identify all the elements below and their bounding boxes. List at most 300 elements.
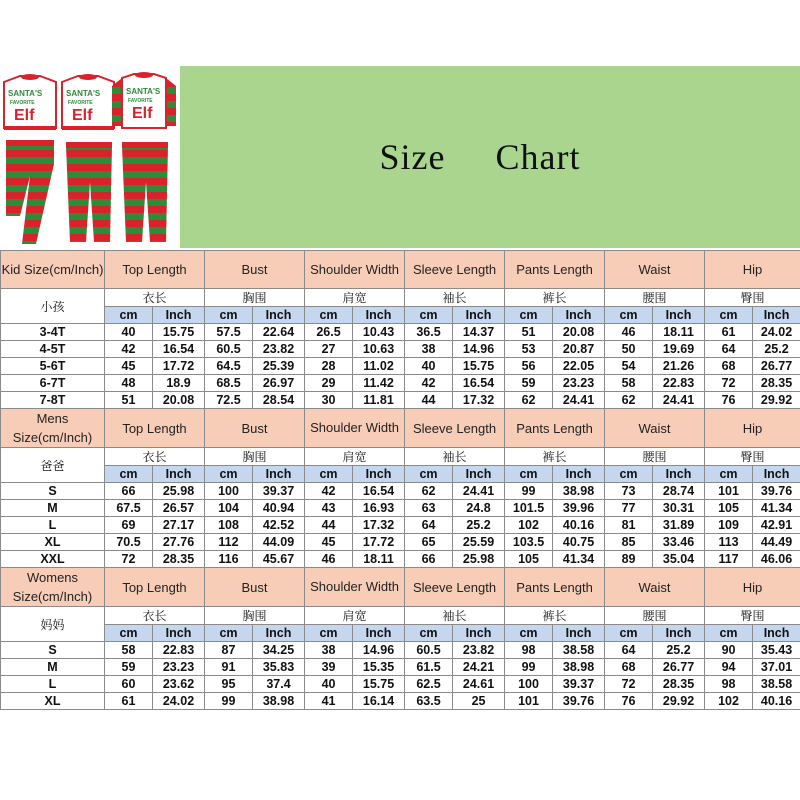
- measurement-cell: 30.31: [653, 500, 705, 517]
- measurement-cell: 113: [705, 534, 753, 551]
- shirt-print-text: [8, 87, 161, 124]
- measurement-cell: 20.87: [553, 341, 605, 358]
- column-header-cn: 袖长: [405, 289, 505, 307]
- measurement-cell: 40: [305, 676, 353, 693]
- measurement-cell: 72: [105, 551, 153, 568]
- title-banner: [180, 66, 800, 248]
- unit-inch: Inch: [153, 466, 205, 483]
- shirt-print-line-1: SANTA'S: [126, 87, 161, 96]
- measurement-cell: 24.8: [453, 500, 505, 517]
- measurement-cell: 28.54: [253, 392, 305, 409]
- measurement-cell: 28.35: [753, 375, 800, 392]
- measurement-cell: 108: [205, 517, 253, 534]
- column-header: Top Length: [105, 251, 205, 289]
- measurement-cell: 77: [605, 500, 653, 517]
- column-header: Top Length: [105, 568, 205, 607]
- measurement-cell: 64: [405, 517, 453, 534]
- unit-cm: cm: [405, 307, 453, 324]
- unit-cm: cm: [705, 307, 753, 324]
- measurement-cell: 61: [705, 324, 753, 341]
- size-label: XXL: [1, 551, 105, 568]
- measurement-cell: 109: [705, 517, 753, 534]
- column-header-cn: 衣长: [105, 448, 205, 466]
- column-header-cn: 裤长: [505, 607, 605, 625]
- measurement-cell: 64: [705, 341, 753, 358]
- measurement-cell: 22.83: [653, 375, 705, 392]
- unit-inch: Inch: [753, 466, 800, 483]
- unit-inch: Inch: [653, 625, 705, 642]
- column-header: Waist: [605, 409, 705, 448]
- measurement-cell: 18.11: [653, 324, 705, 341]
- measurement-cell: 62: [405, 483, 453, 500]
- unit-cm: cm: [205, 625, 253, 642]
- column-header-cn: 肩宽: [305, 607, 405, 625]
- measurement-cell: 89: [605, 551, 653, 568]
- product-photo: [0, 66, 180, 248]
- column-header: Top Length: [105, 409, 205, 448]
- measurement-cell: 27.76: [153, 534, 205, 551]
- shirt-print-line-2: FAVORITE: [68, 100, 93, 106]
- unit-inch: Inch: [353, 466, 405, 483]
- column-header: Pants Length: [505, 568, 605, 607]
- section-label-cn: 爸爸: [1, 448, 105, 483]
- unit-inch: Inch: [453, 466, 505, 483]
- measurement-cell: 98: [705, 676, 753, 693]
- size-label: XL: [1, 693, 105, 710]
- measurement-cell: 46.06: [753, 551, 800, 568]
- size-row: [1, 324, 800, 341]
- measurement-cell: 102: [505, 517, 553, 534]
- measurement-cell: 17.72: [353, 534, 405, 551]
- units-row: [1, 307, 800, 324]
- unit-cm: cm: [105, 307, 153, 324]
- measurement-cell: 27: [305, 341, 353, 358]
- section-header-row: [1, 568, 800, 607]
- measurement-cell: 22.64: [253, 324, 305, 341]
- measurement-cell: 91: [205, 659, 253, 676]
- measurement-cell: 16.54: [453, 375, 505, 392]
- measurement-cell: 44.49: [753, 534, 800, 551]
- size-label: 5-6T: [1, 358, 105, 375]
- size-row: [1, 341, 800, 358]
- section-label-cn: 小孩: [1, 289, 105, 324]
- size-row: [1, 392, 800, 409]
- section-size-label: Womens Size(cm/Inch): [1, 568, 105, 607]
- measurement-cell: 65: [405, 534, 453, 551]
- section-size-label: Kid Size(cm/Inch): [1, 251, 105, 289]
- measurement-cell: 53: [505, 341, 553, 358]
- size-chart-table: [0, 250, 800, 710]
- measurement-cell: 35.83: [253, 659, 305, 676]
- measurement-cell: 117: [705, 551, 753, 568]
- shirt-print-line-2: FAVORITE: [10, 100, 35, 106]
- measurement-cell: 76: [705, 392, 753, 409]
- unit-inch: Inch: [453, 307, 505, 324]
- measurement-cell: 99: [205, 693, 253, 710]
- measurement-cell: 24.41: [653, 392, 705, 409]
- measurement-cell: 15.75: [353, 676, 405, 693]
- measurement-cell: 73: [605, 483, 653, 500]
- measurement-cell: 25.39: [253, 358, 305, 375]
- size-row: [1, 375, 800, 392]
- column-header: Sleeve Length: [405, 568, 505, 607]
- measurement-cell: 17.32: [353, 517, 405, 534]
- size-row: [1, 517, 800, 534]
- measurement-cell: 27.17: [153, 517, 205, 534]
- measurement-cell: 59: [505, 375, 553, 392]
- shirt-print-line-2: FAVORITE: [128, 98, 153, 104]
- unit-cm: cm: [205, 307, 253, 324]
- column-header-cn: 裤长: [505, 289, 605, 307]
- measurement-cell: 29: [305, 375, 353, 392]
- measurement-cell: 69: [105, 517, 153, 534]
- unit-inch: Inch: [653, 307, 705, 324]
- unit-cm: cm: [205, 466, 253, 483]
- measurement-cell: 58: [605, 375, 653, 392]
- measurement-cell: 42.52: [253, 517, 305, 534]
- measurement-cell: 35.04: [653, 551, 705, 568]
- measurement-cell: 66: [105, 483, 153, 500]
- measurement-cell: 46: [305, 551, 353, 568]
- measurement-cell: 87: [205, 642, 253, 659]
- measurement-cell: 38.98: [553, 659, 605, 676]
- measurement-cell: 101: [505, 693, 553, 710]
- measurement-cell: 37.4: [253, 676, 305, 693]
- size-label: L: [1, 517, 105, 534]
- measurement-cell: 99: [505, 483, 553, 500]
- size-label: 6-7T: [1, 375, 105, 392]
- unit-inch: Inch: [253, 625, 305, 642]
- measurement-cell: 24.21: [453, 659, 505, 676]
- measurement-cell: 76: [605, 693, 653, 710]
- unit-cm: cm: [605, 307, 653, 324]
- measurement-cell: 72: [705, 375, 753, 392]
- size-label: M: [1, 500, 105, 517]
- measurement-cell: 104: [205, 500, 253, 517]
- column-header-cn: 袖长: [405, 607, 505, 625]
- measurement-cell: 28.35: [653, 676, 705, 693]
- measurement-cell: 36.5: [405, 324, 453, 341]
- size-label: 4-5T: [1, 341, 105, 358]
- column-header-cn: 衣长: [105, 289, 205, 307]
- size-row: [1, 659, 800, 676]
- unit-inch: Inch: [653, 466, 705, 483]
- measurement-cell: 105: [505, 551, 553, 568]
- section-chinese-row: [1, 607, 800, 625]
- measurement-cell: 38.58: [553, 642, 605, 659]
- measurement-cell: 44: [305, 517, 353, 534]
- measurement-cell: 66: [405, 551, 453, 568]
- measurement-cell: 57.5: [205, 324, 253, 341]
- measurement-cell: 26.77: [753, 358, 800, 375]
- unit-inch: Inch: [153, 307, 205, 324]
- measurement-cell: 24.61: [453, 676, 505, 693]
- measurement-cell: 38.98: [253, 693, 305, 710]
- measurement-cell: 23.62: [153, 676, 205, 693]
- measurement-cell: 90: [705, 642, 753, 659]
- section-size-label: Mens Size(cm/Inch): [1, 409, 105, 448]
- measurement-cell: 105: [705, 500, 753, 517]
- column-header: Hip: [705, 409, 800, 448]
- measurement-cell: 48: [105, 375, 153, 392]
- measurement-cell: 25.2: [753, 341, 800, 358]
- column-header: Bust: [205, 568, 305, 607]
- measurement-cell: 25.98: [153, 483, 205, 500]
- column-header-cn: 臀围: [705, 607, 800, 625]
- column-header-cn: 臀围: [705, 289, 800, 307]
- measurement-cell: 85: [605, 534, 653, 551]
- size-label: S: [1, 642, 105, 659]
- measurement-cell: 14.37: [453, 324, 505, 341]
- measurement-cell: 23.82: [253, 341, 305, 358]
- unit-cm: cm: [705, 625, 753, 642]
- units-row: [1, 625, 800, 642]
- measurement-cell: 16.14: [353, 693, 405, 710]
- measurement-cell: 23.23: [153, 659, 205, 676]
- section-chinese-row: [1, 448, 800, 466]
- unit-cm: cm: [605, 625, 653, 642]
- unit-inch: Inch: [753, 307, 800, 324]
- measurement-cell: 64.5: [205, 358, 253, 375]
- measurement-cell: 15.75: [153, 324, 205, 341]
- measurement-cell: 18.11: [353, 551, 405, 568]
- measurement-cell: 39.37: [553, 676, 605, 693]
- measurement-cell: 60.5: [205, 341, 253, 358]
- measurement-cell: 28: [305, 358, 353, 375]
- column-header: Hip: [705, 568, 800, 607]
- column-header: Hip: [705, 251, 800, 289]
- size-row: [1, 693, 800, 710]
- column-header: Shoulder Width: [305, 568, 405, 607]
- column-header-cn: 臀围: [705, 448, 800, 466]
- measurement-cell: 11.42: [353, 375, 405, 392]
- measurement-cell: 22.05: [553, 358, 605, 375]
- measurement-cell: 98: [505, 642, 553, 659]
- size-label: M: [1, 659, 105, 676]
- unit-cm: cm: [305, 625, 353, 642]
- unit-cm: cm: [305, 307, 353, 324]
- measurement-cell: 14.96: [353, 642, 405, 659]
- measurement-cell: 62: [505, 392, 553, 409]
- page-title: Size Chart: [379, 137, 581, 177]
- measurement-cell: 103.5: [505, 534, 553, 551]
- measurement-cell: 41: [305, 693, 353, 710]
- column-header-cn: 袖长: [405, 448, 505, 466]
- measurement-cell: 42.91: [753, 517, 800, 534]
- measurement-cell: 40: [105, 324, 153, 341]
- measurement-cell: 21.26: [653, 358, 705, 375]
- measurement-cell: 17.72: [153, 358, 205, 375]
- measurement-cell: 100: [505, 676, 553, 693]
- column-header: Shoulder Width: [305, 409, 405, 448]
- measurement-cell: 24.02: [153, 693, 205, 710]
- unit-cm: cm: [405, 466, 453, 483]
- measurement-cell: 72.5: [205, 392, 253, 409]
- measurement-cell: 112: [205, 534, 253, 551]
- measurement-cell: 31.89: [653, 517, 705, 534]
- measurement-cell: 45: [305, 534, 353, 551]
- unit-inch: Inch: [553, 625, 605, 642]
- measurement-cell: 41.34: [553, 551, 605, 568]
- measurement-cell: 16.54: [353, 483, 405, 500]
- size-row: [1, 642, 800, 659]
- measurement-cell: 17.32: [453, 392, 505, 409]
- unit-cm: cm: [505, 307, 553, 324]
- measurement-cell: 11.02: [353, 358, 405, 375]
- measurement-cell: 14.96: [453, 341, 505, 358]
- measurement-cell: 29.92: [753, 392, 800, 409]
- unit-inch: Inch: [253, 307, 305, 324]
- measurement-cell: 51: [505, 324, 553, 341]
- unit-cm: cm: [505, 625, 553, 642]
- size-row: [1, 483, 800, 500]
- measurement-cell: 94: [705, 659, 753, 676]
- section-label-cn: 妈妈: [1, 607, 105, 642]
- measurement-cell: 10.63: [353, 341, 405, 358]
- measurement-cell: 26.5: [305, 324, 353, 341]
- measurement-cell: 29.92: [653, 693, 705, 710]
- unit-inch: Inch: [453, 625, 505, 642]
- column-header: Sleeve Length: [405, 251, 505, 289]
- column-header: Waist: [605, 568, 705, 607]
- unit-inch: Inch: [253, 466, 305, 483]
- measurement-cell: 60: [105, 676, 153, 693]
- measurement-cell: 59: [105, 659, 153, 676]
- measurement-cell: 45: [105, 358, 153, 375]
- measurement-cell: 68.5: [205, 375, 253, 392]
- measurement-cell: 46: [605, 324, 653, 341]
- measurement-cell: 15.35: [353, 659, 405, 676]
- unit-inch: Inch: [753, 625, 800, 642]
- measurement-cell: 30: [305, 392, 353, 409]
- shirt-print-line-1: SANTA'S: [8, 89, 43, 98]
- measurement-cell: 41.34: [753, 500, 800, 517]
- measurement-cell: 68: [605, 659, 653, 676]
- measurement-cell: 99: [505, 659, 553, 676]
- measurement-cell: 61: [105, 693, 153, 710]
- unit-inch: Inch: [153, 625, 205, 642]
- measurement-cell: 37.01: [753, 659, 800, 676]
- measurement-cell: 20.08: [153, 392, 205, 409]
- unit-inch: Inch: [353, 625, 405, 642]
- measurement-cell: 38.58: [753, 676, 800, 693]
- measurement-cell: 62: [605, 392, 653, 409]
- column-header: Bust: [205, 409, 305, 448]
- column-header-cn: 胸围: [205, 607, 305, 625]
- measurement-cell: 19.69: [653, 341, 705, 358]
- column-header: Sleeve Length: [405, 409, 505, 448]
- unit-cm: cm: [105, 625, 153, 642]
- measurement-cell: 40.16: [753, 693, 800, 710]
- measurement-cell: 35.43: [753, 642, 800, 659]
- measurement-cell: 15.75: [453, 358, 505, 375]
- measurement-cell: 58: [105, 642, 153, 659]
- section-header-row: [1, 251, 800, 289]
- measurement-cell: 18.9: [153, 375, 205, 392]
- measurement-cell: 39.37: [253, 483, 305, 500]
- pajama-set-illustration: [0, 66, 180, 248]
- column-header-cn: 裤长: [505, 448, 605, 466]
- column-header-cn: 腰围: [605, 448, 705, 466]
- measurement-cell: 45.67: [253, 551, 305, 568]
- column-header-cn: 衣长: [105, 607, 205, 625]
- measurement-cell: 39.96: [553, 500, 605, 517]
- measurement-cell: 51: [105, 392, 153, 409]
- measurement-cell: 16.93: [353, 500, 405, 517]
- column-header-cn: 胸围: [205, 289, 305, 307]
- column-header-cn: 腰围: [605, 607, 705, 625]
- unit-cm: cm: [105, 466, 153, 483]
- measurement-cell: 67.5: [105, 500, 153, 517]
- measurement-cell: 56: [505, 358, 553, 375]
- measurement-cell: 39: [305, 659, 353, 676]
- measurement-cell: 38.98: [553, 483, 605, 500]
- size-label: XL: [1, 534, 105, 551]
- measurement-cell: 64: [605, 642, 653, 659]
- column-header: Waist: [605, 251, 705, 289]
- units-row: [1, 466, 800, 483]
- measurement-cell: 26.77: [653, 659, 705, 676]
- measurement-cell: 40.94: [253, 500, 305, 517]
- pajama-pants: [6, 140, 168, 244]
- measurement-cell: 42: [105, 341, 153, 358]
- measurement-cell: 42: [305, 483, 353, 500]
- unit-cm: cm: [605, 466, 653, 483]
- column-header: Pants Length: [505, 409, 605, 448]
- size-row: [1, 676, 800, 693]
- shirt-print-line-3: Elf: [132, 105, 153, 122]
- measurement-cell: 50: [605, 341, 653, 358]
- measurement-cell: 23.23: [553, 375, 605, 392]
- measurement-cell: 25.2: [653, 642, 705, 659]
- measurement-cell: 26.97: [253, 375, 305, 392]
- measurement-cell: 24.41: [453, 483, 505, 500]
- measurement-cell: 23.82: [453, 642, 505, 659]
- unit-cm: cm: [305, 466, 353, 483]
- shirt-print-line-3: Elf: [14, 107, 35, 124]
- size-row: [1, 534, 800, 551]
- measurement-cell: 33.46: [653, 534, 705, 551]
- unit-cm: cm: [505, 466, 553, 483]
- measurement-cell: 39.76: [553, 693, 605, 710]
- measurement-cell: 40.75: [553, 534, 605, 551]
- measurement-cell: 38: [305, 642, 353, 659]
- column-header-cn: 肩宽: [305, 448, 405, 466]
- size-label: 3-4T: [1, 324, 105, 341]
- measurement-cell: 26.57: [153, 500, 205, 517]
- unit-cm: cm: [405, 625, 453, 642]
- measurement-cell: 72: [605, 676, 653, 693]
- column-header-cn: 胸围: [205, 448, 305, 466]
- section-header-row: [1, 409, 800, 448]
- measurement-cell: 95: [205, 676, 253, 693]
- column-header: Bust: [205, 251, 305, 289]
- measurement-cell: 34.25: [253, 642, 305, 659]
- measurement-cell: 100: [205, 483, 253, 500]
- measurement-cell: 28.35: [153, 551, 205, 568]
- column-header-cn: 腰围: [605, 289, 705, 307]
- size-row: [1, 358, 800, 375]
- measurement-cell: 22.83: [153, 642, 205, 659]
- unit-inch: Inch: [353, 307, 405, 324]
- size-label: S: [1, 483, 105, 500]
- size-label: L: [1, 676, 105, 693]
- size-label: 7-8T: [1, 392, 105, 409]
- measurement-cell: 62.5: [405, 676, 453, 693]
- measurement-cell: 116: [205, 551, 253, 568]
- unit-cm: cm: [705, 466, 753, 483]
- measurement-cell: 28.74: [653, 483, 705, 500]
